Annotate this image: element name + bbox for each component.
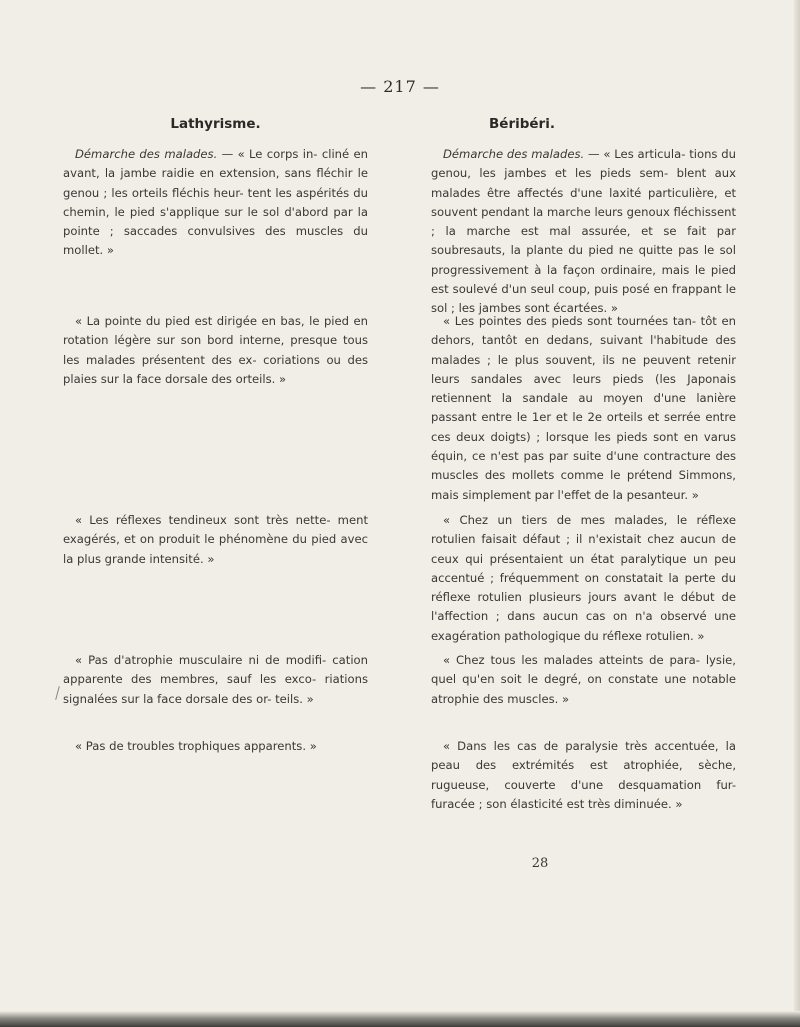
gait-text: — « Le corps in- cliné en avant, la jambe raidie en extension, sans fléchir le genou ; les orteils fléchis heur- tent les aspérités du chemin, le pied s'applique sur le sol d'abord par la pointe ; saccades convulsives des muscles du mollet. » [63,147,368,258]
page-number: — 217 — [360,77,440,96]
lathyrisme-reflex-paragraph: « Les réflexes tendineux sont très nette- ment exagérés, et on produit le phénomène du pied avec la plus grande intensité. » [63,513,368,566]
beriberi-reflex-paragraph: « Chez un tiers de mes malades, le réflexe rotulien faisait défaut ; il n'existait chez aucun de ceux qui présentaient un état paralytique un peu accentué ; fréquemment on constatait la perte du réflexe rotulien plusieurs jours avant le début de l'affection ; dans aucun cas on n'a observé une exagération pathologique du réflexe rotulien. » [431,513,736,643]
gait-text: — « Les articula- tions du genou, les jambes et les pieds sem- blent aux malades être affectés d'une laxité particulière, et souvent pendant la marche leurs genoux fléchissent ; la marche est mal assurée, et se fait par soubresauts, la plante du pied ne quitte pas le sol progressivement à la façon ordinaire, mais le pied est soulevé d'un seul coup, puis posé en frappant le sol ; les jambes sont écartées. » [431,147,736,316]
folio-number: 28 [531,856,549,871]
margin-pencil-mark [55,686,60,700]
gait-label: Démarche des malades. [443,147,585,161]
lathyrisme-trophic-paragraph: « Pas de troubles trophiques apparents. » [75,739,317,753]
scan-bottom-edge [0,1011,800,1027]
beriberi-atrophy-paragraph: « Chez tous les malades atteints de para- lysie, quel qu'en soit le degré, on constate une notable atrophie des muscles. » [431,653,736,706]
beriberi-title: Béribéri. [489,116,555,132]
lathyrisme-foot-paragraph: « La pointe du pied est dirigée en bas, le pied en rotation légère sur son bord interne, presque tous les malades présentent des ex- coriations ou des plaies sur la face dorsale des orteils. » [63,314,368,386]
gait-label: Démarche des malades. [75,147,218,161]
lathyrisme-gait-paragraph [63,145,368,261]
beriberi-gait-paragraph [431,145,736,319]
page-right-edge [794,0,800,1027]
beriberi-skin-paragraph: « Dans les cas de paralysie très accentuée, la peau des extrémités est atrophiée, sèche, rugueuse, couverte d'une desquamation fur- furacée ; son élasticité est très diminuée. » [431,739,736,811]
lathyrisme-title: Lathyrisme. [170,116,261,132]
beriberi-foot-paragraph: « Les pointes des pieds sont tournées tan- tôt en dehors, tantôt en dedans, suivant l'habitude des malades ; le plus souvent, ils ne peuvent retenir leurs sandales avec leurs pieds (les Japonais retiennent la sandale au moyen d'une lanière passant entre le 1er et le 2e orteils et serrée entre ces deux doigts) ; lorsque les pieds sont en varus équin, ce n'est pas par suite d'une contracture des muscles des mollets comme le prétend Simmons, mais simplement par l'effet de la pesanteur. » [431,314,736,502]
lathyrisme-atrophy-paragraph: « Pas d'atrophie musculaire ni de modifi- cation apparente des membres, sauf les exco- riations signalées sur la face dorsale des or- teils. » [63,653,368,706]
